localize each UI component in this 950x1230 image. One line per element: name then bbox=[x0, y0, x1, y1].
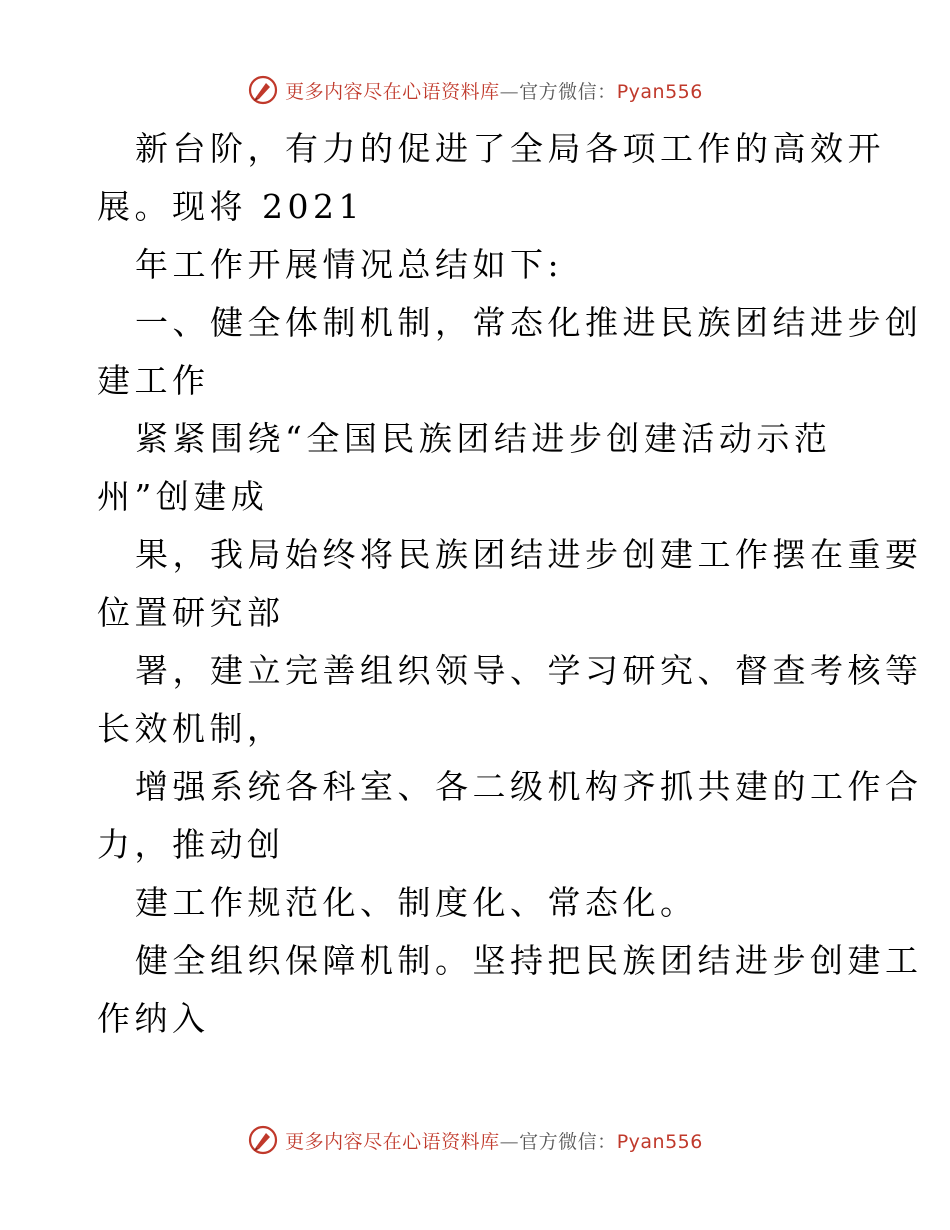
body-line: 长效机制， bbox=[97, 709, 285, 748]
watermark-text bbox=[285, 1127, 703, 1154]
watermark-label: 官方微信： bbox=[519, 80, 617, 103]
body-line: 作纳入 bbox=[97, 999, 210, 1038]
watermark-dash: — bbox=[499, 1130, 520, 1153]
body-line: 新台阶，有力的促进了全局各项工作的高效开 bbox=[135, 129, 885, 168]
watermark-brand: 更多内容尽在心语资料库 bbox=[285, 80, 500, 103]
body-line: 署，建立完善组织领导、学习研究、督查考核等 bbox=[135, 651, 923, 690]
watermark-dash: — bbox=[499, 80, 520, 103]
body-line: 州”创建成 bbox=[97, 477, 269, 516]
body-line: 展。现将 2021 bbox=[97, 187, 364, 226]
header-watermark bbox=[0, 70, 950, 110]
watermark-label: 官方微信： bbox=[519, 1130, 617, 1153]
body-line: 健全组织保障机制。坚持把民族团结进步创建工 bbox=[135, 941, 923, 980]
body-line: 增强系统各科室、各二级机构齐抓共建的工作合 bbox=[135, 767, 923, 806]
footer-watermark bbox=[0, 1120, 950, 1160]
watermark-text bbox=[285, 77, 703, 104]
body-line: 建工作规范化、制度化、常态化。 bbox=[135, 883, 698, 922]
watermark-wechat-id: Pyan556 bbox=[616, 80, 703, 103]
body-line: 力，推动创 bbox=[97, 825, 285, 864]
body-line: 紧紧围绕“全国民族团结进步创建活动示范 bbox=[135, 419, 832, 458]
body-line: 位置研究部 bbox=[97, 593, 285, 632]
watermark-wechat-id: Pyan556 bbox=[616, 1130, 703, 1153]
watermark-brand: 更多内容尽在心语资料库 bbox=[285, 1130, 500, 1153]
body-line: 一、健全体制机制，常态化推进民族团结进步创 bbox=[135, 303, 923, 342]
body-line: 年工作开展情况总结如下: bbox=[135, 245, 564, 284]
pen-nib-logo-icon bbox=[247, 74, 279, 106]
pen-nib-logo-icon bbox=[247, 1124, 279, 1156]
body-line: 果，我局始终将民族团结进步创建工作摆在重要 bbox=[135, 535, 923, 574]
document-body bbox=[97, 120, 923, 1048]
body-line: 建工作 bbox=[97, 361, 210, 400]
